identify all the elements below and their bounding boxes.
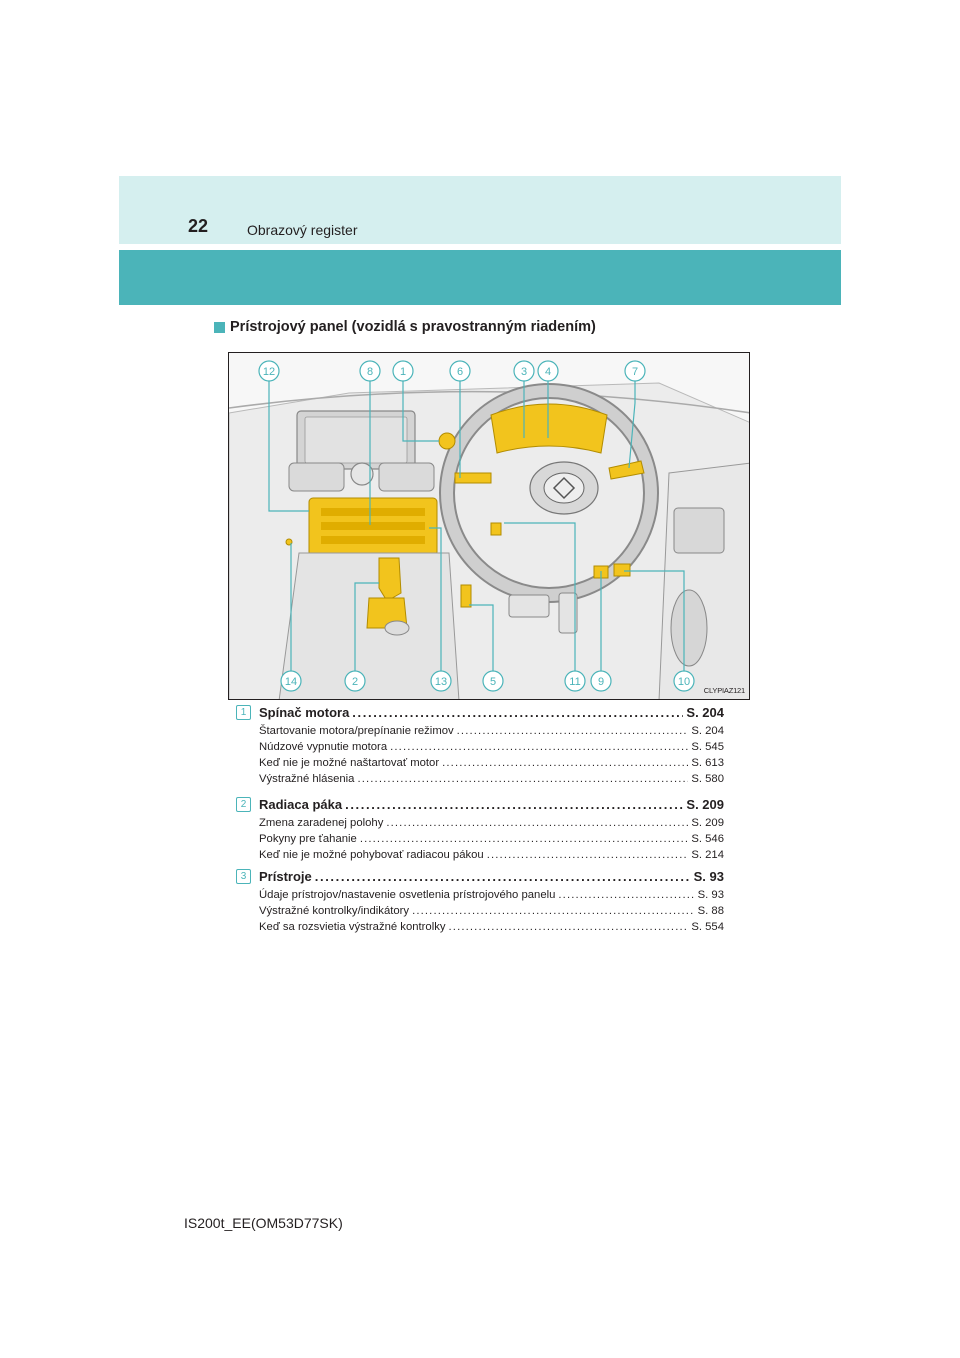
svg-text:14: 14 [284, 676, 298, 688]
item-page: S. 580 [691, 773, 724, 785]
item-label: Výstražné kontrolky/indikátory [259, 905, 410, 917]
svg-text:12: 12 [262, 366, 276, 378]
item-label: Núdzové vypnutie motora [259, 741, 388, 753]
dashboard-drawing [229, 353, 750, 700]
entry-title: Radiaca páka [259, 797, 343, 812]
leader-dots [352, 705, 683, 720]
svg-text:7: 7 [631, 366, 639, 378]
entry-title: Spínač motora [259, 705, 350, 720]
callout-7 [625, 361, 645, 381]
leader-dots [345, 797, 683, 812]
leader-dots [357, 773, 688, 785]
item-page: S. 93 [697, 889, 724, 901]
leader-dots [315, 869, 691, 884]
section-square-icon [214, 322, 225, 333]
callout-1 [393, 361, 413, 381]
leader-dots [558, 889, 694, 901]
entry-item [259, 833, 724, 845]
callout-4 [538, 361, 558, 381]
leader-dots [390, 741, 688, 753]
callout-5 [483, 671, 503, 691]
entry-title-row [259, 797, 724, 812]
header-title: Obrazový register [247, 222, 358, 238]
section-title-text: Prístrojový panel (vozidlá s pravostranným riadením) [230, 319, 596, 335]
entry-item [259, 757, 724, 769]
item-page: S. 209 [691, 817, 724, 829]
leader-dots [487, 849, 689, 861]
item-page: S. 88 [697, 905, 724, 917]
item-page: S. 214 [691, 849, 724, 861]
header-band-light [119, 176, 841, 244]
entry-item [259, 725, 724, 737]
svg-text:8: 8 [366, 366, 374, 378]
item-label: Výstražné hlásenia [259, 773, 355, 785]
item-page: S. 554 [691, 921, 724, 933]
entry-page: S. 209 [686, 797, 724, 812]
item-label: Zmena zaradenej polohy [259, 817, 384, 829]
item-page: S. 613 [691, 757, 724, 769]
leader-dots [412, 905, 695, 917]
item-page: S. 546 [691, 833, 724, 845]
svg-text:2: 2 [351, 676, 359, 688]
svg-text:5: 5 [489, 676, 497, 688]
svg-text:3: 3 [520, 366, 528, 378]
entry-page: S. 93 [693, 869, 724, 884]
entry-item [259, 817, 724, 829]
svg-text:1: 1 [399, 366, 407, 378]
header-band-dark [119, 250, 841, 305]
callout-9 [591, 671, 611, 691]
item-label: Keď nie je možné pohybovať radiacou pákou [259, 849, 484, 861]
entry-item [259, 741, 724, 753]
entry-item [259, 921, 724, 933]
svg-text:6: 6 [456, 366, 464, 378]
footer-model-code: IS200t_EE(OM53D77SK) [184, 1215, 343, 1231]
page-number: 22 [188, 216, 209, 236]
svg-text:10: 10 [677, 676, 691, 688]
section-title [214, 319, 596, 335]
leader-dots [449, 921, 689, 933]
callout-13 [431, 671, 451, 691]
callout-11 [565, 671, 585, 691]
item-page: S. 545 [691, 741, 724, 753]
leader-dots [457, 725, 689, 737]
leader-dots [386, 817, 688, 829]
figure-code: CLYPIAZ121 [703, 686, 745, 695]
callout-2 [345, 671, 365, 691]
item-label: Pokyny pre ťahanie [259, 833, 357, 845]
entry-number-badge: 2 [236, 797, 251, 812]
callout-12 [259, 361, 279, 381]
entry-item [259, 905, 724, 917]
entry-number-badge: 3 [236, 869, 251, 884]
item-label: Údaje prístrojov/nastavenie osvetlenia prístrojového panelu [259, 889, 556, 901]
callout-6 [450, 361, 470, 381]
item-label: Keď nie je možné naštartovať motor [259, 757, 440, 769]
callout-8 [360, 361, 380, 381]
entry-title-row [259, 705, 724, 720]
entry-item [259, 889, 724, 901]
entry-title-row [259, 869, 724, 884]
item-label: Štartovanie motora/prepínanie režimov [259, 725, 454, 737]
item-label: Keď sa rozsvietia výstražné kontrolky [259, 921, 446, 933]
svg-text:13: 13 [434, 676, 448, 688]
entry-item [259, 849, 724, 861]
entry-item [259, 773, 724, 785]
leader-dots [442, 757, 688, 769]
svg-text:4: 4 [544, 366, 552, 378]
svg-text:9: 9 [597, 676, 605, 688]
entry-title: Prístroje [259, 869, 312, 884]
callout-10 [674, 671, 694, 691]
callout-14 [281, 671, 301, 691]
leader-dots [360, 833, 689, 845]
svg-text:11: 11 [569, 676, 581, 688]
item-page: S. 204 [691, 725, 724, 737]
entry-page: S. 204 [686, 705, 724, 720]
dashboard-illustration [228, 352, 750, 700]
entry-number-badge: 1 [236, 705, 251, 720]
callout-3 [514, 361, 534, 381]
